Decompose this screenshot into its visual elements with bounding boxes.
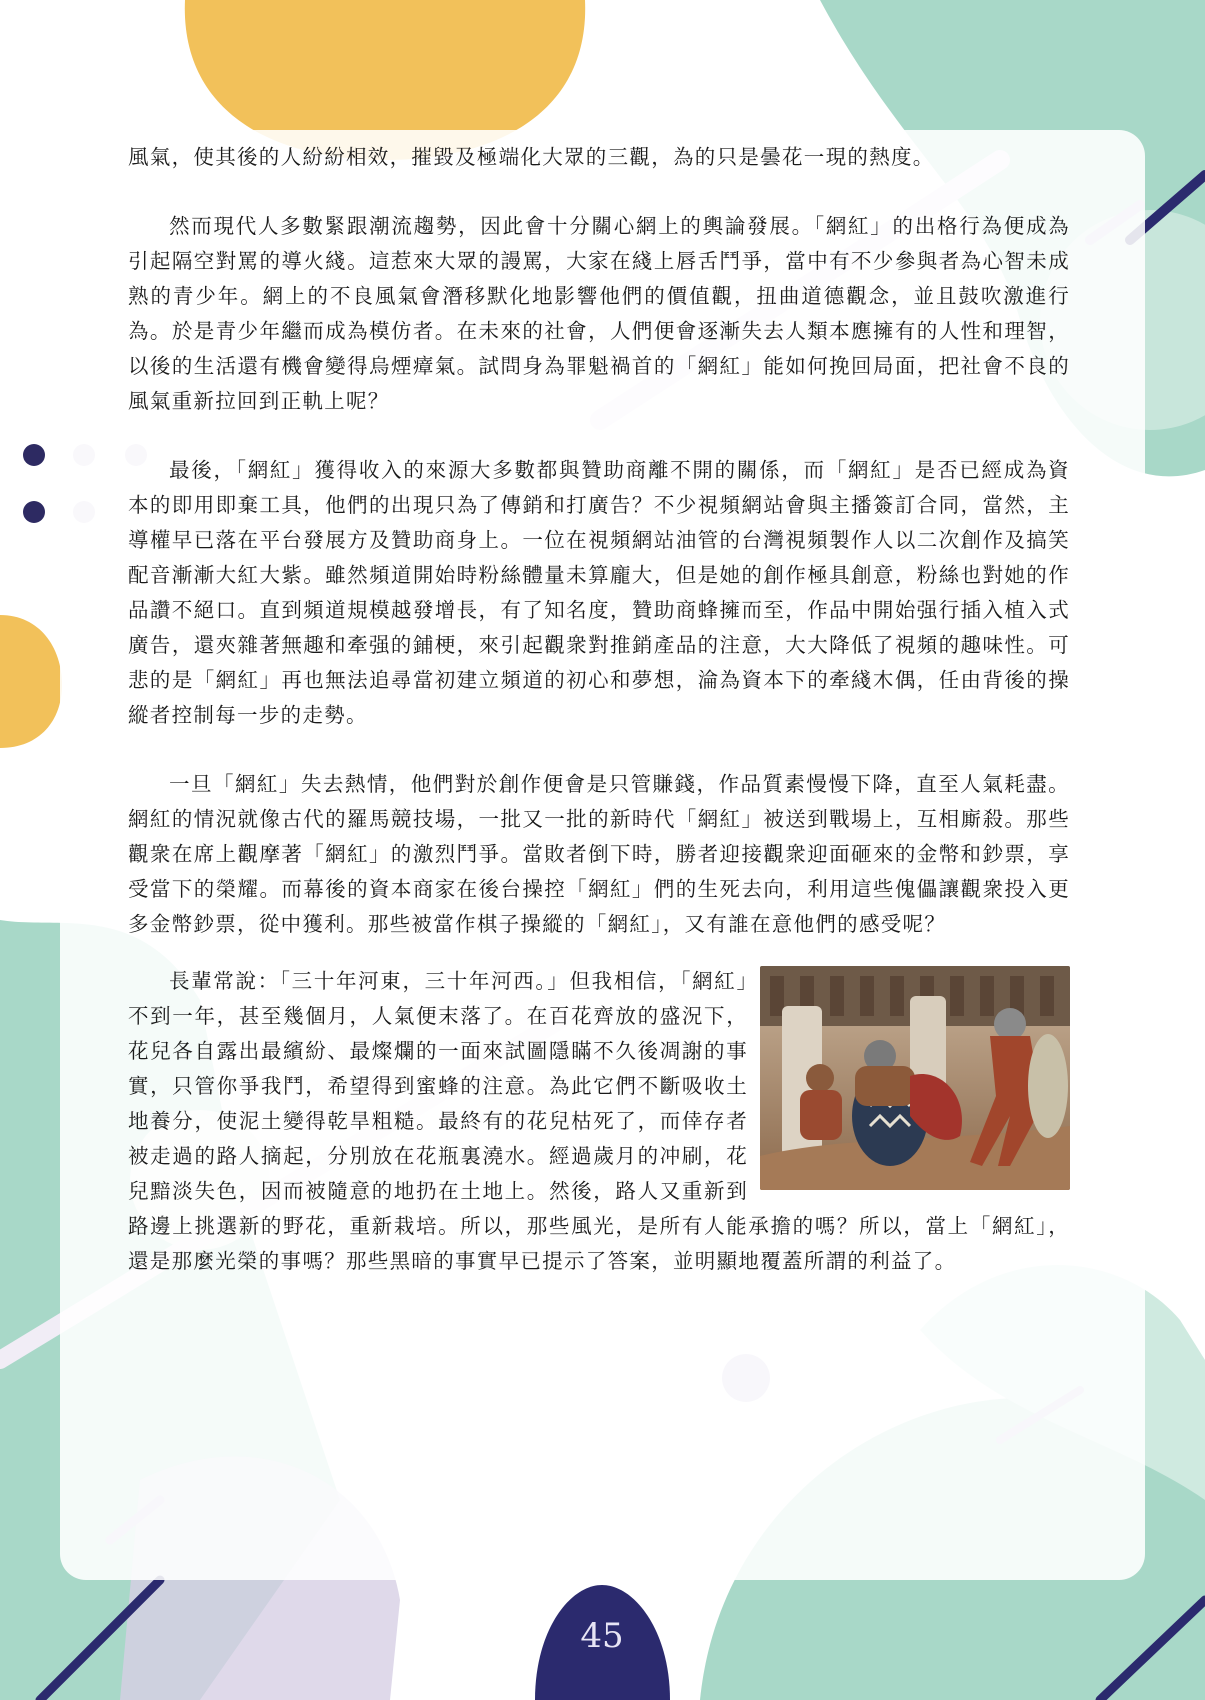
article-body [128, 140, 1070, 1313]
gladiator-illustration [760, 966, 1070, 1190]
paragraph-3: 最後，「網紅」獲得收入的來源大多數都與贊助商離不開的關係，而「網紅」是否已經成為資本的即用即棄工具，他們的出現只為了傳銷和打廣告？不少視頻網站會與主播簽訂合同，當然，主導權早已落在平台發展方及贊助商身上。一位在視頻網站油管的台灣視頻製作人以二次創作及搞笑配音漸漸大紅大紫。雖然頻道開始時粉絲體量未算龐大，但是她的創作極具創意，粉絲也對她的作品讚不絕口。直到頻道規模越發增長，有了知名度，贊助商蜂擁而至，作品中開始强行插入植入式廣告，還夾雜著無趣和牽强的鋪梗，來引起觀衆對推銷產品的注意，大大降低了視頻的趣味性。可悲的是「網紅」再也無法追尋當初建立頻道的初心和夢想，淪為資本下的牽綫木偶，任由背後的操縱者控制每一步的走勢。 [128, 458, 1070, 727]
paragraph-5: 長輩常說：「三十年河東，三十年河西。」但我相信，「網紅」不到一年，甚至幾個月，人氣便末落了。在百花齊放的盛況下，花兒各自露出最繽紛、最燦爛的一面來試圖隱瞞不久後凋謝的事實，只管你爭我鬥，希望得到蜜蜂的注意。為此它們不斷吸收土地養分，使泥土變得乾旱粗糙。最終有的花兒枯死了，而倖存者被走過的路人摘起，分別放在花瓶裏澆水。經過歲月的冲刷，花兒黯淡失色，因而被隨意的地扔在土地上。然後，路人又重新到路邊上挑選新的野花，重新栽培。所以，那些風光，是所有人能承擔的嗎？所以，當上「網紅」，還是那麼光榮的事嗎？那些黑暗的事實早已提示了答案，並明顯地覆蓋所謂的利益了。 [128, 969, 1070, 1273]
paragraph-4: 一旦「網紅」失去熱情，他們對於創作便會是只管賺錢，作品質素慢慢下降，直至人氣耗盡。網紅的情況就像古代的羅馬競技場，一批又一批的新時代「網紅」被送到戰場上，互相廝殺。那些觀衆在席上觀摩著「網紅」的激烈鬥爭。當敗者倒下時，勝者迎接觀衆迎面砸來的金幣和鈔票，享受當下的榮耀。而幕後的資本商家在後台操控「網紅」們的生死去向，利用這些傀儡讓觀衆投入更多金幣鈔票，從中獲利。那些被當作棋子操縱的「網紅」，又有誰在意他們的感受呢？ [128, 772, 1070, 936]
paragraph-1: 風氣，使其後的人紛紛相效，摧毀及極端化大眾的三觀，為的只是曇花一現的熱度。 [128, 145, 935, 169]
page-number: 45 [580, 1616, 624, 1656]
paragraph-2: 然而現代人多數緊跟潮流趨勢，因此會十分關心網上的輿論發展。「網紅」的出格行為便成為引起隔空對罵的導火綫。這惹來大眾的謾罵，大家在綫上唇舌鬥爭，當中有不少參與者為心智未成熟的青少年。網上的不良風氣會潛移默化地影響他們的價值觀，扭曲道德觀念，並且鼓吹激進行為。於是青少年繼而成為模仿者。在未來的社會，人們便會逐漸失去人類本應擁有的人性和理智，以後的生活還有機會變得烏煙瘴氣。試問身為罪魁禍首的「網紅」能如何挽回局面，把社會不良的風氣重新拉回到正軌上呢？ [128, 214, 1070, 413]
